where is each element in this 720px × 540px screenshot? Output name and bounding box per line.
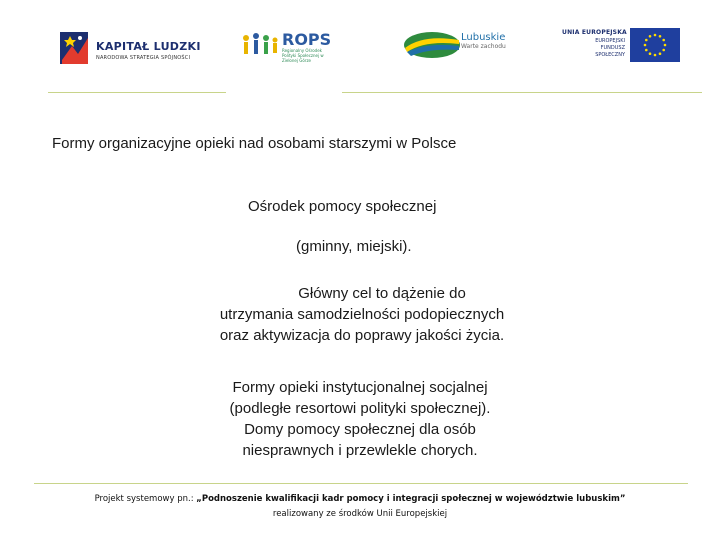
goal-line: utrzymania samodzielności podopiecznych <box>219 306 505 323</box>
lubuskie-logo <box>403 28 515 68</box>
footer-line-2: realizowany ze środków Unii Europejskiej <box>272 509 448 519</box>
rops-subtitle: Regionalny Ośrodek Polityki Społecznej w Zielonej Górze <box>282 48 324 63</box>
forms-line: (podległe resortowi polityki społecznej). <box>229 400 491 417</box>
eu-fund-line-2: FUNDUSZ SPOŁECZNY <box>595 45 625 58</box>
footer <box>40 492 680 522</box>
kapital-ludzki-subtitle: NARODOWA STRATEGIA SPÓJNOŚCI <box>96 55 191 61</box>
rops-title: ROPS <box>282 30 332 49</box>
forms-paragraph <box>150 377 570 461</box>
forms-line: Formy opieki instytucjonalnej socjalnej <box>232 379 488 396</box>
header-rule-left <box>48 92 226 93</box>
kapital-ludzki-emblem-icon <box>58 26 94 70</box>
lubuskie-landscape-icon <box>403 28 461 62</box>
kapital-ludzki-title: KAPITAŁ LUDZKI <box>96 40 201 53</box>
gminny-label: (gminny, miejski). <box>296 238 412 255</box>
forms-line: niesprawnych i przewlekle chorych. <box>242 442 478 459</box>
kapital-ludzki-logo <box>58 26 208 70</box>
osrodek-label: Ośrodek pomocy społecznej <box>248 198 437 215</box>
goal-paragraph <box>182 283 542 346</box>
footer-prefix: Projekt systemowy pn.: <box>94 494 197 504</box>
eu-logo <box>560 28 682 64</box>
eu-stars-icon <box>630 28 680 62</box>
lubuskie-title: Lubuskie <box>461 32 506 43</box>
goal-line: oraz aktywizacja do poprawy jakości życia. <box>219 327 505 344</box>
lubuskie-subtitle: Warte zachodu <box>461 43 506 50</box>
footer-project-title: „Podnoszenie kwalifikacji kadr pomocy i integracji społecznej w województwie lubuskim” <box>196 494 626 504</box>
footer-rule <box>34 483 688 484</box>
eu-fund-label <box>570 38 625 59</box>
eu-title: UNIA EUROPEJSKA <box>562 29 627 36</box>
slide-heading: Formy organizacyjne opieki nad osobami starszymi w Polsce <box>52 135 457 152</box>
header-rule-right <box>342 92 702 93</box>
forms-line: Domy pomocy społecznej dla osób <box>244 421 476 438</box>
rops-people-icon <box>240 30 280 62</box>
eu-fund-line-1: EUROPEJSKI <box>595 38 625 44</box>
rops-logo <box>240 30 335 70</box>
footer-line-1 <box>40 492 680 507</box>
eu-flag-icon <box>630 28 680 62</box>
goal-line: Główny cel to dążenie do <box>298 285 466 302</box>
